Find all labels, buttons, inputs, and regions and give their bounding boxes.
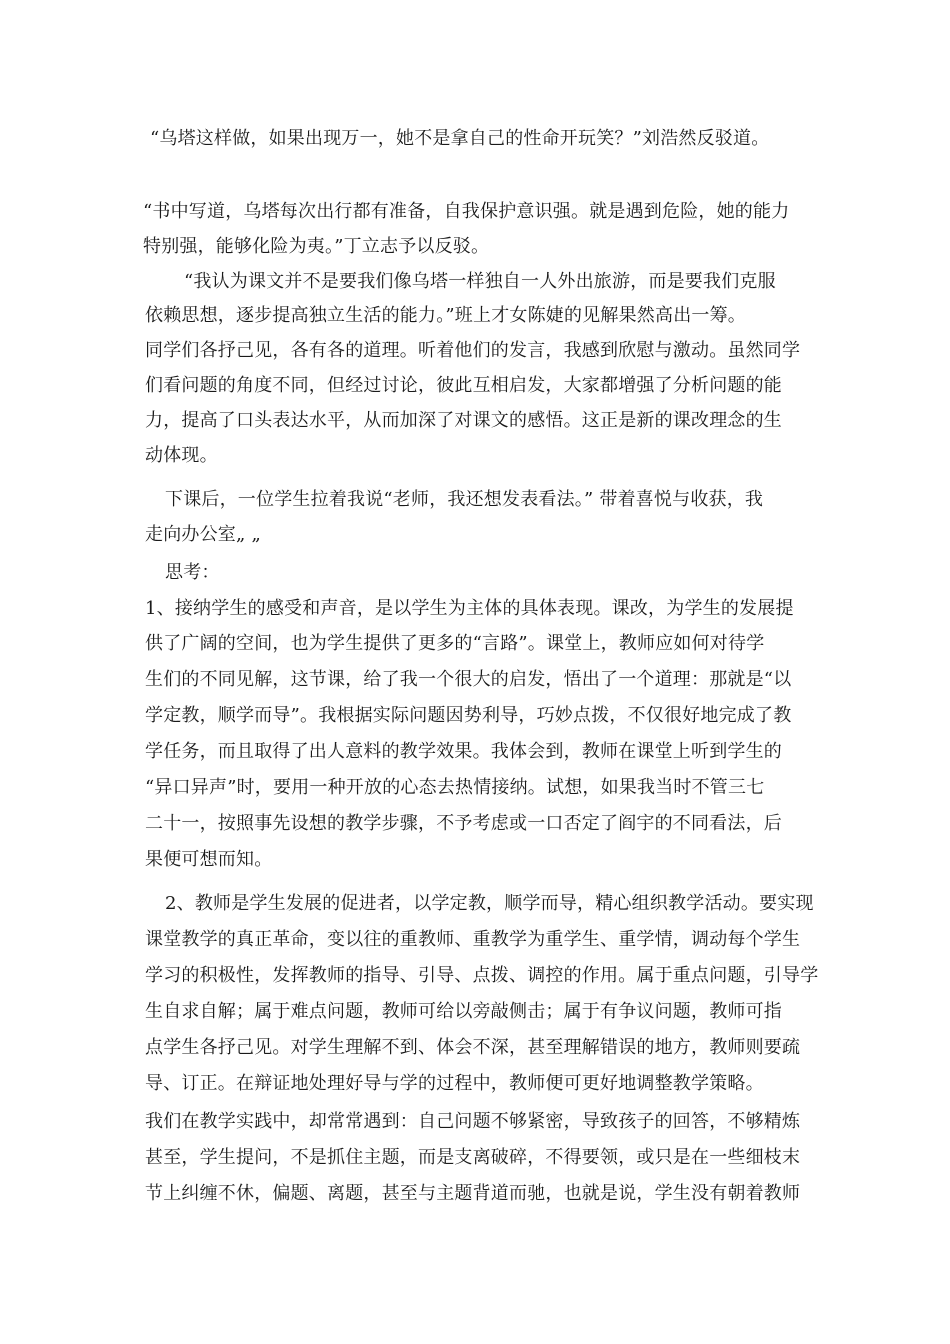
text-line: 生自求自解；属于难点问题，教师可给以旁敲侧击；属于有争议问题，教师可指 xyxy=(145,1001,782,1022)
text-line: 学任务，而且取得了出人意料的教学效果。我体会到，教师在课堂上听到学生的 xyxy=(145,741,782,762)
text-line: “书中写道，乌塔每次出行都有准备，自我保护意识强。就是遇到危险，她的能力 xyxy=(143,201,790,222)
text-line: 点学生各抒己见。对学生理解不到、体会不深，甚至理解错误的地方，教师则要疏 xyxy=(145,1037,801,1058)
text-line: 下课后，一位学生拉着我说“老师，我还想发表看法。” 带着喜悦与收获，我 xyxy=(165,489,764,510)
text-line: 思考： xyxy=(165,562,220,583)
text-line: 依赖思想，逐步提高独立生活的能力。”班上才女陈婕的见解果然高出一筹。 xyxy=(145,305,746,326)
text-line: “异口异声”时，要用一种开放的心态去热情接纳。试想，如果我当时不管三七 xyxy=(145,777,765,798)
text-line: 课堂教学的真正革命，变以往的重教师、重教学为重学生、重学情，调动每个学生 xyxy=(145,929,801,950)
text-line: 同学们各抒己见，各有各的道理。听着他们的发言，我感到欣慰与激动。虽然同学 xyxy=(145,340,801,361)
text-line: 甚至，学生提问，不是抓住主题，而是支离破碎，不得要领，或只是在一些细枝末 xyxy=(145,1147,801,1168)
text-line: 力，提高了口头表达水平，从而加深了对课文的感悟。这正是新的课改理念的生 xyxy=(145,410,782,431)
text-line: 二十一，按照事先设想的教学步骤，不予考虑或一口否定了阎宇的不同看法，后 xyxy=(145,813,782,834)
text-line: “我认为课文并不是要我们像乌塔一样独自一人外出旅游，而是要我们克服 xyxy=(184,271,776,292)
text-line: 们看问题的角度不同，但经过讨论，彼此互相启发，大家都增强了分析问题的能 xyxy=(145,375,782,396)
text-line: 2、教师是学生发展的促进者，以学定教，顺学而导，精心组织教学活动。要实现 xyxy=(165,893,814,914)
text-line: 学定教，顺学而导”。我根据实际问题因势利导，巧妙点拨，不仅很好地完成了教 xyxy=(145,705,792,726)
text-line: “乌塔这样做，如果出现万一，她不是拿自己的性命开玩笑？”刘浩然反驳道。 xyxy=(150,128,770,149)
text-line: 动体现。 xyxy=(145,445,218,466)
text-line: 果便可想而知。 xyxy=(145,849,273,870)
text-line: 导、订正。在辩证地处理好导与学的过程中，教师便可更好地调整教学策略。 xyxy=(145,1073,764,1094)
text-line: 节上纠缠不休，偏题、离题，甚至与主题背道而驰，也就是说，学生没有朝着教师 xyxy=(145,1183,801,1204)
text-line: 走向办公室„ „ xyxy=(145,524,261,545)
text-line: 生们的不同见解，这节课，给了我一个很大的启发，悟出了一个道理：那就是“以 xyxy=(145,669,792,690)
text-line: 供了广阔的空间，也为学生提供了更多的“言路”。课堂上，教师应如何对待学 xyxy=(145,633,765,654)
text-line: 1、接纳学生的感受和声音，是以学生为主体的具体表现。课改，为学生的发展提 xyxy=(145,598,794,619)
text-line: 特别强，能够化险为夷。”丁立志予以反驳。 xyxy=(143,236,490,257)
text-line: 学习的积极性，发挥教师的指导、引导、点拨、调控的作用。属于重点问题，引导学 xyxy=(145,965,819,986)
text-line: 我们在教学实践中，却常常遇到：自己问题不够紧密，导致孩子的回答，不够精炼 xyxy=(145,1111,801,1132)
